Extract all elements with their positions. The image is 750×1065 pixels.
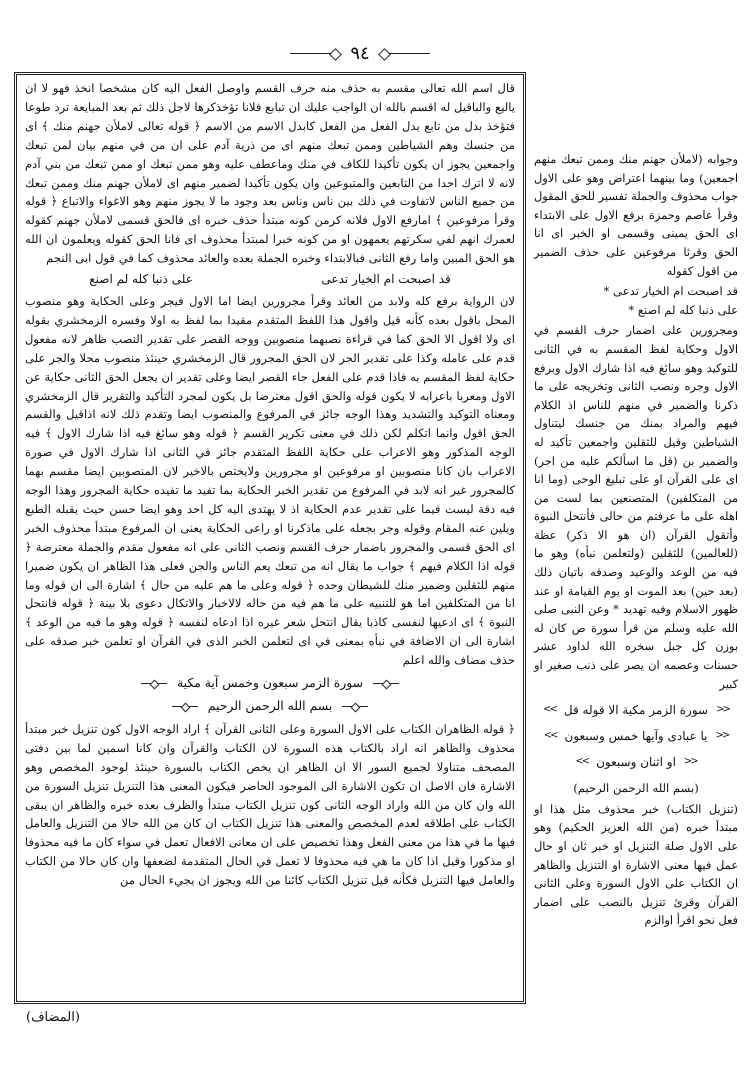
surah-heading-row [534,723,738,749]
surah-heading-text: يا عبادى وآيها خمس وسبعون [564,729,708,744]
verse-hemistich: على ذنبا كله لم اصنع [89,272,193,287]
commentary-frame [14,72,526,1004]
ornament-icon: << [716,704,729,716]
ornament-icon: << [683,756,697,768]
header-ornament-right [290,53,336,54]
surah-heading-row [534,697,738,723]
surah-heading [534,697,738,775]
page-header [210,40,510,66]
poetry-verse [25,270,515,289]
surah-heading-text: او اثنان وسبعون [596,755,676,770]
commentary-paragraph: ﴿ قوله الظاهران الكتاب على الاول السورة وعلى الثانى القرآن ﴾ اراد الوجه الاول كون تنزيل خبر مبتدأ محذوف والظاهر انه اراد بالكتاب هذه السورة لان الكتاب والقرآن وان كانا اسمين لما بين دفتى المصحف متناولا لجميع السور الا ان الظاهر ان يخص الكتاب بالسورة حينئذ لوجود المخصص وهو الاشارة فان الاصل ان تكون الاشارة الى الموجود الحاضر فيكون المعنى هذا التنزيل تنزيل السورة من الله وان كان من الله واراد الوجه الثانى كون تنزيل الكتاب مبتدأ والظرف بعده خبره والظاهر ان يبقى الكتاب على اطلاقه لعدم المخصص والمعنى هذا تنزيل الكتاب ان كان من الله حالا من التنزيل والعامل فيها ما في هذا من معنى الفعل وهذا تخصيص على ان معانى الافعال تعمل في سواء كان ما فيه محذوفا او مذكورا وقيل اذا كان ما هي فيه محذوفا لا تعمل في الحال المتقدمة لضعفها وان كان حالا من الكتاب والعامل فيها التنزيل فكأنه قيل تنزيل الكتاب كائنا من الله ويجوز ان يجيء الحال من [25,721,515,888]
tafsir-paragraph: ومجرورين على اضمار حرف القسم في الاول وحكاية لفظ المقسم به في الثانى للتوكيد وهو سائغ فيه اذا شارك الاول وبرفع الاول وجره ونصب الثانى وتخريجه على ما ذكرنا والضمير في منهم للناس اذ الكلام فيهم والمراد بمنك من جنسك ليتناول الشياطين وقيل للثقلين واجمعين تأكيد له والضمير بن (قل ما اسألكم عليه من اجر) اى على القرآن او على تبليغ الوحى (وما انا من المتكلفين) المتصنعين بما لست من اهله على ما عرفتم من حالى فأنتحل النبوة وأتقول القرآن (ان هو الا ذكر) عظة (للعالمين) للثقلين (ولتعلمن نبأه) وهو ما فيه من الوعد والوعيد وصدقه باتيان ذلك (بعد حين) بعد الموت او يوم القيامة او عند ظهور الاسلام وفيه تهديد * وعن النبى صلى الله عليه وسلم من قرأ سورة ص كان له بوزن كل جبل سخره الله لداود عشر حسنات وعصمه ان يصر على ذنب صغير او كبير [534,323,738,691]
ornament-icon [141,683,167,684]
ornament-icon [172,706,198,707]
verse-hemistich: قد اصبحت ام الخيار تدعى * [603,284,738,299]
ornament-icon: >> [543,730,557,742]
poetry-verse [534,282,738,319]
page-number: ٩٤ [350,42,370,64]
commentary-paragraph: قال اسم الله تعالى مقسم به حذف منه حرف القسم واوصل الفعل اليه كان مشخصا انخذ فهو لا ان ياليع والباقيل له اقسم بالله ان الواجب عليك ان تبابع فلانا تؤخذكرها لاجل ذلك ثم بعد المبايعة ترد طوعا فتؤخذ بدل من تابع بدل الفعل من الفعل كابدل الاسم من الاسم ﴿ قوله تعالى لاملأن جهنم منك ﴾ اى من جنسك وهم الشياطين وممن تبعك منهم اى من ذرية آدم على ان من في منهم بيان لمن تبعك واجمعين يجوز ان يكون تأكيدا للكاف في منك وماعطف عليه وهو ممن تبعك او ممن تبعك من بني آدم لانه لا اترك احدا من التابعين والمتبوعين وان يكون تأكيدا لضمير منهم اى لاملأن جهنم منك وممن تبعك من جميع الناس لاتفاوت في ذلك بين ناس وناس بعد وجود ما لا يجوز منهم وهو الاغواء والاتباع ﴿ قوله وقرأ مرفوعين ﴾ امارفع الاول فلانه كرمن كونه مبتدأ حذف خبره اى فالحق قسمى لاملأن جهنم كقوله لعمرك انهم لفي سكرتهم يعمهون او من كونه خبرا لمبتدأ محذوف اى فانا الحق كقوله ويعلمون ان الله هو الحق المبين واما رفع الثانى فبالابتداء وخبره الجملة بعده والعائد محذوف كما في قول ابى النجم [25,81,515,266]
surah-heading [25,674,515,693]
verse-hemistich: على ذنبا كله لم اصنع * [628,302,738,317]
ornament-icon: >> [543,704,556,716]
basmala-line [25,697,515,716]
header-ornament-left [384,53,430,54]
basmala: بسم الله الرحمن الرحيم [207,698,333,713]
catchword: (المضاف) [26,1010,80,1025]
commentary-paragraph: لان الرواية برفع كله ولابد من العائد وقرأ مجرورين ايضا اما الاول فيجر وعلى الحكاية وهو منصوب المحل باقول بعده كأنه قيل واقول هذا اللفظ المتقدم مقيدا بما لفظ به اولا وفسره الزمخشري بقوله اى ولا اقول الا الحق كما في قراءة نصبهما منصوبين ووجه القصر على تقدير النصب ظاهر لانه مفعول قدم على عامله وكذا على تقدير الجر لان الحق المجرور قال الزمخشري حينئذ منصوب محلا والجر على حكاية لفظ المقسم به فاذا قدم على الفعل جاء القصر ايضا وعلى تقدير ان يجعل الحق الثانى حكاية عن الاول ومعربا باعرابه لا يكون قوله والحق اقول معترضا بل يكون لمجرد التأكيد والتقرير قال الزمخشري ومعناه التوكيد والتشديد وهذا الوجه جائز في المرفوع والمنصوب ايضا وتقدم ذلك لانه اذاقيل والقسم الحق اقول وانما اتكلم لكن ذلك في معنى تكرير القسم ﴿ قوله وهو سائغ فيه اذا شارك الاول ﴾ فيه الوجه المذكور وهو الاعراب على حكاية اللفظ المتقدم جائز في الثانى اذا شارك الاول في صورة الاعراب بان كانا منصوبين او مرفوعين او مجرورين ولايختص بالاخير لان المنصوبين ايضا مقسم بهما كالمجرور غير انه لابد في المرفوع من تقدير الخبر الحكاية بما تفيد ما تفيده حكاية المجرور وهذا الوجه فيه دقة ليست فيما على تقدير عدم الحكاية اذ لا يهتدى اليه كل احد وهو ايضا حسن حيث يقبله الطبع ويلين عنه المقام وقوله وجر بجعله على ماذكرنا او راعى الحكاية يعنى ان المرفوع مبتدأ محذوف الخبر اى الحق قسمى والمجرور باضمار حرف القسم ونصب الثانى على انه مفعول مقدم والجملة معترضة ﴿ قوله اذا الكلام فيهم ﴾ جواب ما يقال انه من تبعك يعم الناس والجن فعلى هذا الظاهر ان يكون ضميرا منهم للثقلين وضمير منك للشيطان وحده ﴿ قوله وعلى ما هم عليه من حال ﴾ اشارة الى ان قوله وما انا من المتكلفين اما هو للتنبيه على ما هم فيه من حاله لالاخبار والاتكال دعوى بلا بينة ﴿ قوله فانتحل النبوة ﴾ اى ادعيها لنفسى كاذبا يقال انتحل شعر غيره اذا ادعاه لنفسه ﴿ قوله وهو ما فيه من الوعد ﴾ اشارة الى ان الاضافة في نبأه بمعنى في اى لتعلمن الخبر الذى في القرآن او تعلمن خبر صدقه على حذف مضاف والله اعلم [25,293,515,668]
ornament-icon: << [715,730,729,742]
tafsir-paragraph: وجوابه (لاملأن جهنم منك وممن تبعك منهم اجمعين) وما بينهما اعتراض وهو على الاول جواب محذوف والجملة تفسير للحق المقول وقرأ عاصم وحمزة برفع الاول على الابتداء اى الحق يمينى وقسمى او الخبر اى انا الحق وقرئا مرفوعين على حذف الضمير من اقول كقوله [534,152,738,278]
basmala: (بسم الله الرحمن الرحيم) [573,781,699,796]
ornament-icon [373,683,399,684]
surah-heading-text: سورة الزمر مكية الا قوله قل [563,703,709,718]
tafsir-paragraph: (تنزيل الكتاب) خبر محذوف مثل هذا او مبتدأ خبره (من الله العزيز الحكيم) وهو على الاول صلة التنزيل او خبر ثان او حال عمل فيها معنى الاشارة او التنزيل والظاهر ان الكتاب على الاول السورة وعلى الثانى القرآن وقرئ تنزيل بالنصب على اضمار فعل نحو اقرأ اوالزم [534,801,738,928]
ornament-icon: >> [575,756,589,768]
tafsir-column [530,150,742,980]
surah-heading-row [534,749,738,775]
surah-title: سورة الزمر سبعون وخمس آية مكية [176,675,364,691]
verse-hemistich: قد اصبحت ام الخيار تدعى [321,272,451,287]
ornament-icon [342,706,368,707]
commentary-body [25,79,515,890]
